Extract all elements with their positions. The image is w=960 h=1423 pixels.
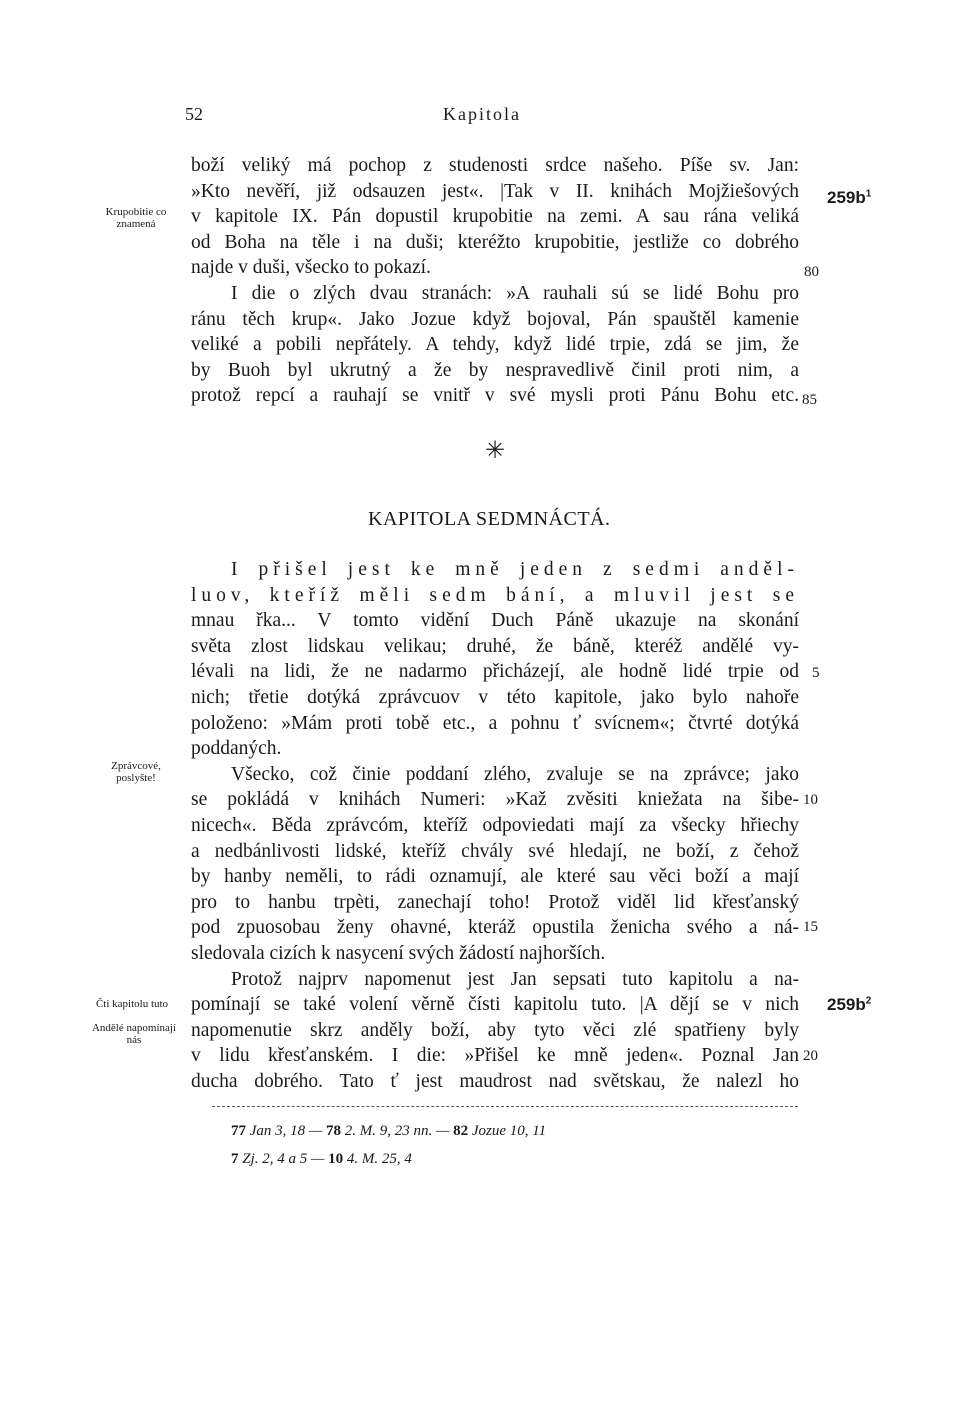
text-line: ducha dobrého. Tato ť jest maudrost nad světskau, že nalezl ho bbox=[191, 1070, 799, 1092]
footnote-ref: 4. M. 25, 4 bbox=[346, 1151, 412, 1167]
margin-note-cti: Čti kapitolu tuto bbox=[95, 998, 169, 1010]
text-line: najde v duši, všecko to pokazí. bbox=[191, 257, 431, 279]
line-number: 20 bbox=[803, 1048, 818, 1064]
footnote-number: 10 bbox=[328, 1151, 344, 1167]
text-line: položeno: »Mám proti tobě etc., a pohnu ť svícnem«; čtvrté dotýká bbox=[191, 712, 799, 734]
text-block-2 bbox=[191, 557, 799, 1094]
text-line: by Buoh byl ukrutný a že by nespravedlivě činil proti nim, a bbox=[191, 359, 799, 381]
folio-marker: $259b^1$ bbox=[827, 188, 872, 207]
text-line: protož repcí a rauhají se vnitř v své mysli proti Pánu Bohu etc. bbox=[191, 385, 799, 407]
folio-marker: $259b^2$ bbox=[827, 995, 872, 1014]
text-line: napomenutie skrz anděly boží, aby tyto věci zlé spatřieny byly bbox=[191, 1019, 799, 1041]
footnote-separator: — bbox=[311, 1151, 325, 1167]
footnote-ref: Jan 3, 18 bbox=[249, 1123, 306, 1139]
text-line: by hanby neměli, to rádi oznamují, ale které sau věci boží a mají bbox=[191, 866, 799, 888]
text-line: nich; třetie dotýká zprávcuov v této kapitole, jako bylo nahoře bbox=[191, 686, 799, 708]
footnote-ref: Zj. 2, 4 a 5 bbox=[242, 1151, 308, 1167]
text-line: pod zpuosobau ženy ohavné, kteráž opustila ženicha svého a ná- bbox=[191, 917, 799, 939]
text-line: světa zlost lidskau velikau; druhé, že báně, kteréž andělé vy- bbox=[191, 635, 799, 657]
text-line: se pokládá v knihách Numeri: »Kaž zvěsiti kniežata na šibe- bbox=[191, 789, 799, 811]
line-number: 10 bbox=[803, 792, 818, 808]
text-line: v lidu křesťanském. I die: »Přišel ke mně jeden«. Poznal Jan bbox=[191, 1045, 799, 1067]
running-title: Kapitola bbox=[443, 104, 521, 124]
footnote-separator: — bbox=[308, 1123, 323, 1139]
text-line: I přišel jest ke mně jeden z sedmi anděl- bbox=[231, 559, 799, 580]
line-number: 15 bbox=[803, 919, 818, 935]
text-line: Protož najprv napomenut jest Jan sepsati tuto kapitolu a na- bbox=[231, 968, 799, 990]
text-line: poddaných. bbox=[191, 738, 282, 760]
text-line: I die o zlých dvau stranách: »A rauhali sú se lidé Bohu pro bbox=[231, 282, 799, 304]
margin-note-andele: Andělé napomínají nás bbox=[91, 1022, 176, 1046]
margin-note-zpravcove: Zprávcové, poslyšte! bbox=[111, 760, 161, 784]
footnote-separator: — bbox=[436, 1123, 450, 1139]
footnote-rule bbox=[212, 1106, 798, 1107]
text-line: od Boha na těle i na duši; kteréžto krupobitie, jestliže co dobrého bbox=[191, 231, 799, 253]
footnote-line bbox=[231, 1123, 546, 1140]
page-number: 52 bbox=[185, 104, 203, 124]
text-line: mnau řka... V tomto vidění Duch Páně ukazuje na skonání bbox=[191, 610, 799, 632]
text-line: »Kto nevěří, již odsauzen jest«. |Tak v II. knihách Mojžiešových bbox=[191, 180, 799, 202]
text-line: veliké a pobili nepřátely. A tehdy, když lidé trpie, zdá se jim, že bbox=[191, 334, 799, 356]
text-line: sledovala cizích k nasycení svých žádostí najhorších. bbox=[191, 942, 606, 964]
line-number: 5 bbox=[812, 665, 820, 681]
text-line: Všecko, což činie poddaní zlého, zvaluje se na zprávce; jako bbox=[231, 763, 799, 785]
text-line: lévali na lidi, že ne nadarmo přicházejí, ale hodně lidé trpie od bbox=[191, 661, 799, 683]
footnote-ref: 2. M. 9, 23 nn. bbox=[344, 1123, 433, 1139]
footnote-number: 78 bbox=[326, 1123, 342, 1139]
text-line: nicech«. Běda zprávcóm, kteříž odpoviedati mají za všecky hřiechy bbox=[191, 814, 799, 836]
footnote-line bbox=[231, 1151, 412, 1168]
ornament-asterisk: ✳ bbox=[485, 438, 506, 464]
line-number: 85 bbox=[802, 392, 817, 408]
footnote-ref: Jozue 10, 11 bbox=[471, 1123, 547, 1139]
footnote-number: 7 bbox=[231, 1151, 239, 1167]
text-line: pro to hanbu trpèti, zanechají toho! Protož viděl lid křesťanský bbox=[191, 891, 799, 913]
text-line: pomínají se také volení věrně čísti kapitolu tuto. |A dějí se v nich bbox=[191, 994, 799, 1016]
text-line: a nedbánlivosti lidské, kteříž chvály své hledají, ne boží, z čehož bbox=[191, 840, 799, 862]
footnote-number: 82 bbox=[453, 1123, 469, 1139]
margin-note-krupobitie: Krupobitie co znamená bbox=[105, 206, 167, 230]
line-number: 80 bbox=[804, 264, 819, 280]
text-line: boží veliký má pochop z studenosti srdce našeho. Píše sv. Jan: bbox=[191, 155, 799, 176]
chapter-title: KAPITOLA SEDMNÁCTÁ. bbox=[368, 508, 611, 530]
text-line: luov, kteříž měli sedm bání, a mluvil jest se bbox=[191, 584, 799, 606]
footnote-number: 77 bbox=[231, 1123, 246, 1139]
text-block-1 bbox=[191, 153, 799, 409]
text-line: ránu těch krup«. Jako Jozue když bojoval, Pán spauštěl kamenie bbox=[191, 308, 799, 330]
text-line: v kapitole IX. Pán dopustil krupobitie na zemi. A sau rána veliká bbox=[191, 206, 799, 228]
